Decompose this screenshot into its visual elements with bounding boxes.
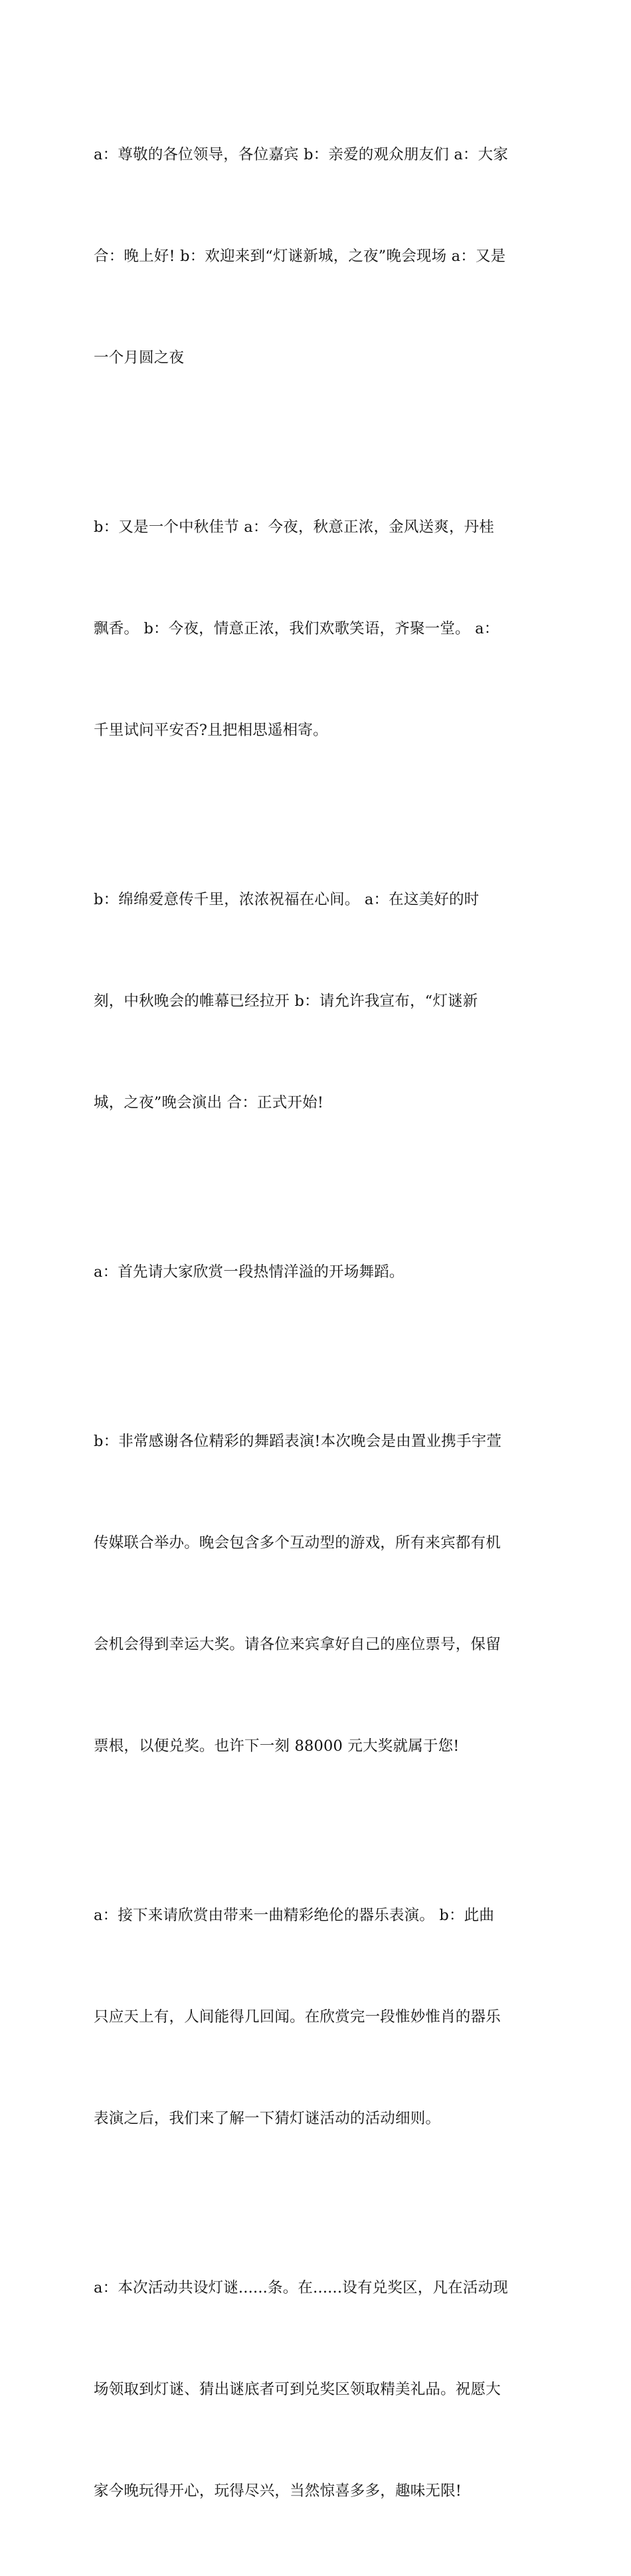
text-line: b：绵绵爱意传千里，浓浓祝福在心间。 a：在这美好的时 bbox=[94, 891, 480, 908]
text-line: 城，之夜”晚会演出 合：正式开始! bbox=[94, 1094, 324, 1111]
text-line: a：本次活动共设灯谜......条。在......设有兑奖区，凡在活动现 bbox=[94, 2279, 508, 2296]
text-line: 场领取到灯谜、猜出谜底者可到兑奖区领取精美礼品。祝愿大 bbox=[94, 2381, 501, 2398]
paragraph-mid-autumn bbox=[94, 443, 545, 815]
document-body bbox=[94, 70, 545, 2576]
text-line: 会机会得到幸运大奖。请各位来宾拿好自己的座位票号，保留 bbox=[94, 1636, 501, 1653]
text-line: 传媒联合举办。晚会包含多个互动型的游戏，所有来宾都有机 bbox=[94, 1534, 501, 1552]
text-line: 家今晚玩得开心，玩得尽兴，当然惊喜多多，趣味无限! bbox=[94, 2482, 462, 2500]
text-line: b：又是一个中秋佳节 a：今夜，秋意正浓，金风送爽，丹桂 bbox=[94, 519, 495, 536]
text-line: 刻，中秋晚会的帷幕已经拉开 b：请允许我宣布，“灯谜新 bbox=[94, 993, 478, 1010]
paragraph-opening-greeting bbox=[94, 70, 545, 443]
paragraph-announcement bbox=[94, 815, 545, 1188]
text-line: 只应天上有，人间能得几回闻。在欣赏完一段惟妙惟肖的器乐 bbox=[94, 2008, 501, 2026]
text-line: a：接下来请欣赏由带来一曲精彩绝伦的器乐表演。 b：此曲 bbox=[94, 1907, 495, 1924]
paragraph-instrumental bbox=[94, 1831, 545, 2204]
text-line: b：非常感谢各位精彩的舞蹈表演!本次晚会是由置业携手宇萱 bbox=[94, 1433, 502, 1450]
text-line: 票根，以便兑奖。也许下一刻 88000 元大奖就属于您! bbox=[94, 1737, 460, 1755]
text-line: 表演之后，我们来了解一下猜灯谜活动的活动细则。 bbox=[94, 2110, 441, 2127]
text-line: 千里试问平安否?且把相思遥相寄。 bbox=[94, 722, 328, 739]
paragraph-opening-dance bbox=[94, 1188, 545, 1357]
text-line: a：首先请大家欣赏一段热情洋溢的开场舞蹈。 bbox=[94, 1263, 405, 1281]
text-line: 一个月圆之夜 bbox=[94, 349, 185, 366]
paragraph-sponsors-prizes bbox=[94, 1357, 545, 1831]
text-line: 合：晚上好! b：欢迎来到“灯谜新城，之夜”晚会现场 a：又是 bbox=[94, 248, 506, 265]
text-line: 飘香。 b：今夜，情意正浓，我们欢歌笑语，齐聚一堂。 a： bbox=[94, 620, 499, 637]
text-line: a：尊敬的各位领导，各位嘉宾 b：亲爱的观众朋友们 a：大家 bbox=[94, 146, 509, 163]
paragraph-lantern-riddles bbox=[94, 2204, 545, 2576]
